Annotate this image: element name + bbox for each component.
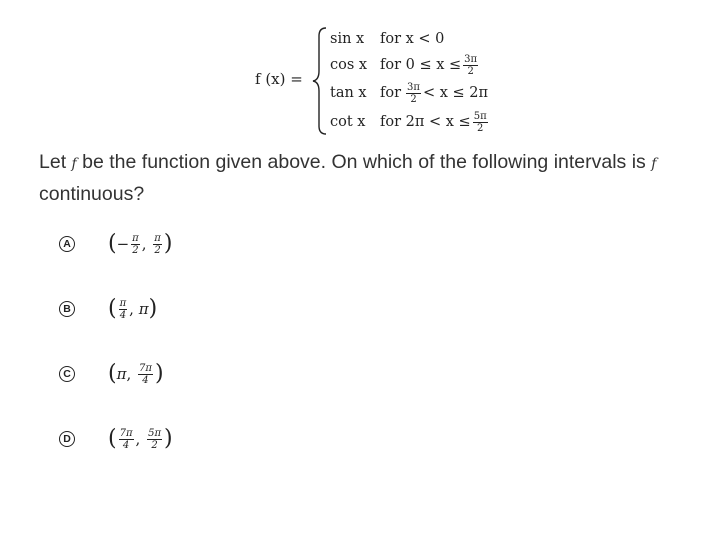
condition-text: < x ≤ 2π: [422, 85, 489, 101]
function-symbol: f: [651, 156, 657, 172]
fraction: $\frac{\pi}{4}$: [119, 297, 127, 321]
case-condition: [380, 82, 488, 105]
fraction-numerator: 3π: [464, 53, 478, 65]
piecewise-formula: [255, 26, 515, 136]
fraction-denominator: 2: [410, 93, 417, 105]
interval-c: ( π , $\frac{7\pi}{4}$ ): [108, 361, 164, 386]
fraction: $\frac{5\pi}{2}$: [148, 427, 162, 451]
function-label: f (x) =: [255, 70, 303, 88]
case-row-sin: [330, 26, 444, 52]
choice-letter-b[interactable]: B: [59, 301, 75, 317]
case-function: cos x: [330, 57, 368, 73]
choice-letter-a[interactable]: A: [59, 236, 75, 252]
question-text: Let f be the function given above. On which of the following intervals is f continuous?: [39, 151, 657, 205]
fraction: [406, 82, 421, 105]
case-row-cot: [330, 109, 490, 135]
case-function: cot x: [330, 114, 366, 130]
choice-a[interactable]: [59, 229, 172, 259]
interval-a: ( − $\frac{\pi}{2}$ , $\frac{\pi}{2}$ ): [108, 231, 173, 256]
fraction: $\frac{7\pi}{4}$: [119, 427, 133, 451]
case-function: tan x: [330, 85, 367, 101]
case-condition: [380, 54, 480, 77]
case-row-tan: [330, 80, 488, 106]
condition-text: for 0 ≤ x ≤: [380, 57, 462, 73]
function-symbol: f: [71, 156, 77, 172]
fraction: $\frac{7\pi}{4}$: [139, 362, 152, 386]
fraction: $\frac{\pi}{2}$: [132, 232, 139, 256]
fraction-denominator: 2: [467, 65, 474, 77]
case-row-cos: [330, 52, 480, 78]
fraction-numerator: 5π: [473, 110, 487, 122]
choice-letter-c[interactable]: C: [59, 366, 75, 382]
condition-text: for 2π < x ≤: [380, 114, 471, 130]
choice-d[interactable]: [59, 424, 173, 454]
interval-b: ( $\frac{\pi}{4}$ , π ): [108, 296, 158, 321]
choice-letter-d[interactable]: D: [59, 431, 75, 447]
fraction-denominator: 2: [476, 122, 484, 134]
interval-d: ( $\frac{7\pi}{4}$ , $\frac{5\pi}{2}$ ): [108, 426, 173, 451]
condition-text: for: [380, 85, 402, 101]
fraction: $\frac{\pi}{2}$: [154, 232, 161, 256]
case-condition: for x < 0: [380, 31, 445, 47]
case-condition: [380, 111, 490, 134]
choice-c[interactable]: [59, 359, 164, 389]
fraction: [463, 54, 478, 77]
case-function: sin x: [330, 31, 365, 47]
choice-b[interactable]: [59, 294, 157, 324]
left-brace-icon: [312, 26, 328, 136]
fraction: [473, 111, 488, 134]
fraction-numerator: 3π: [407, 81, 420, 93]
